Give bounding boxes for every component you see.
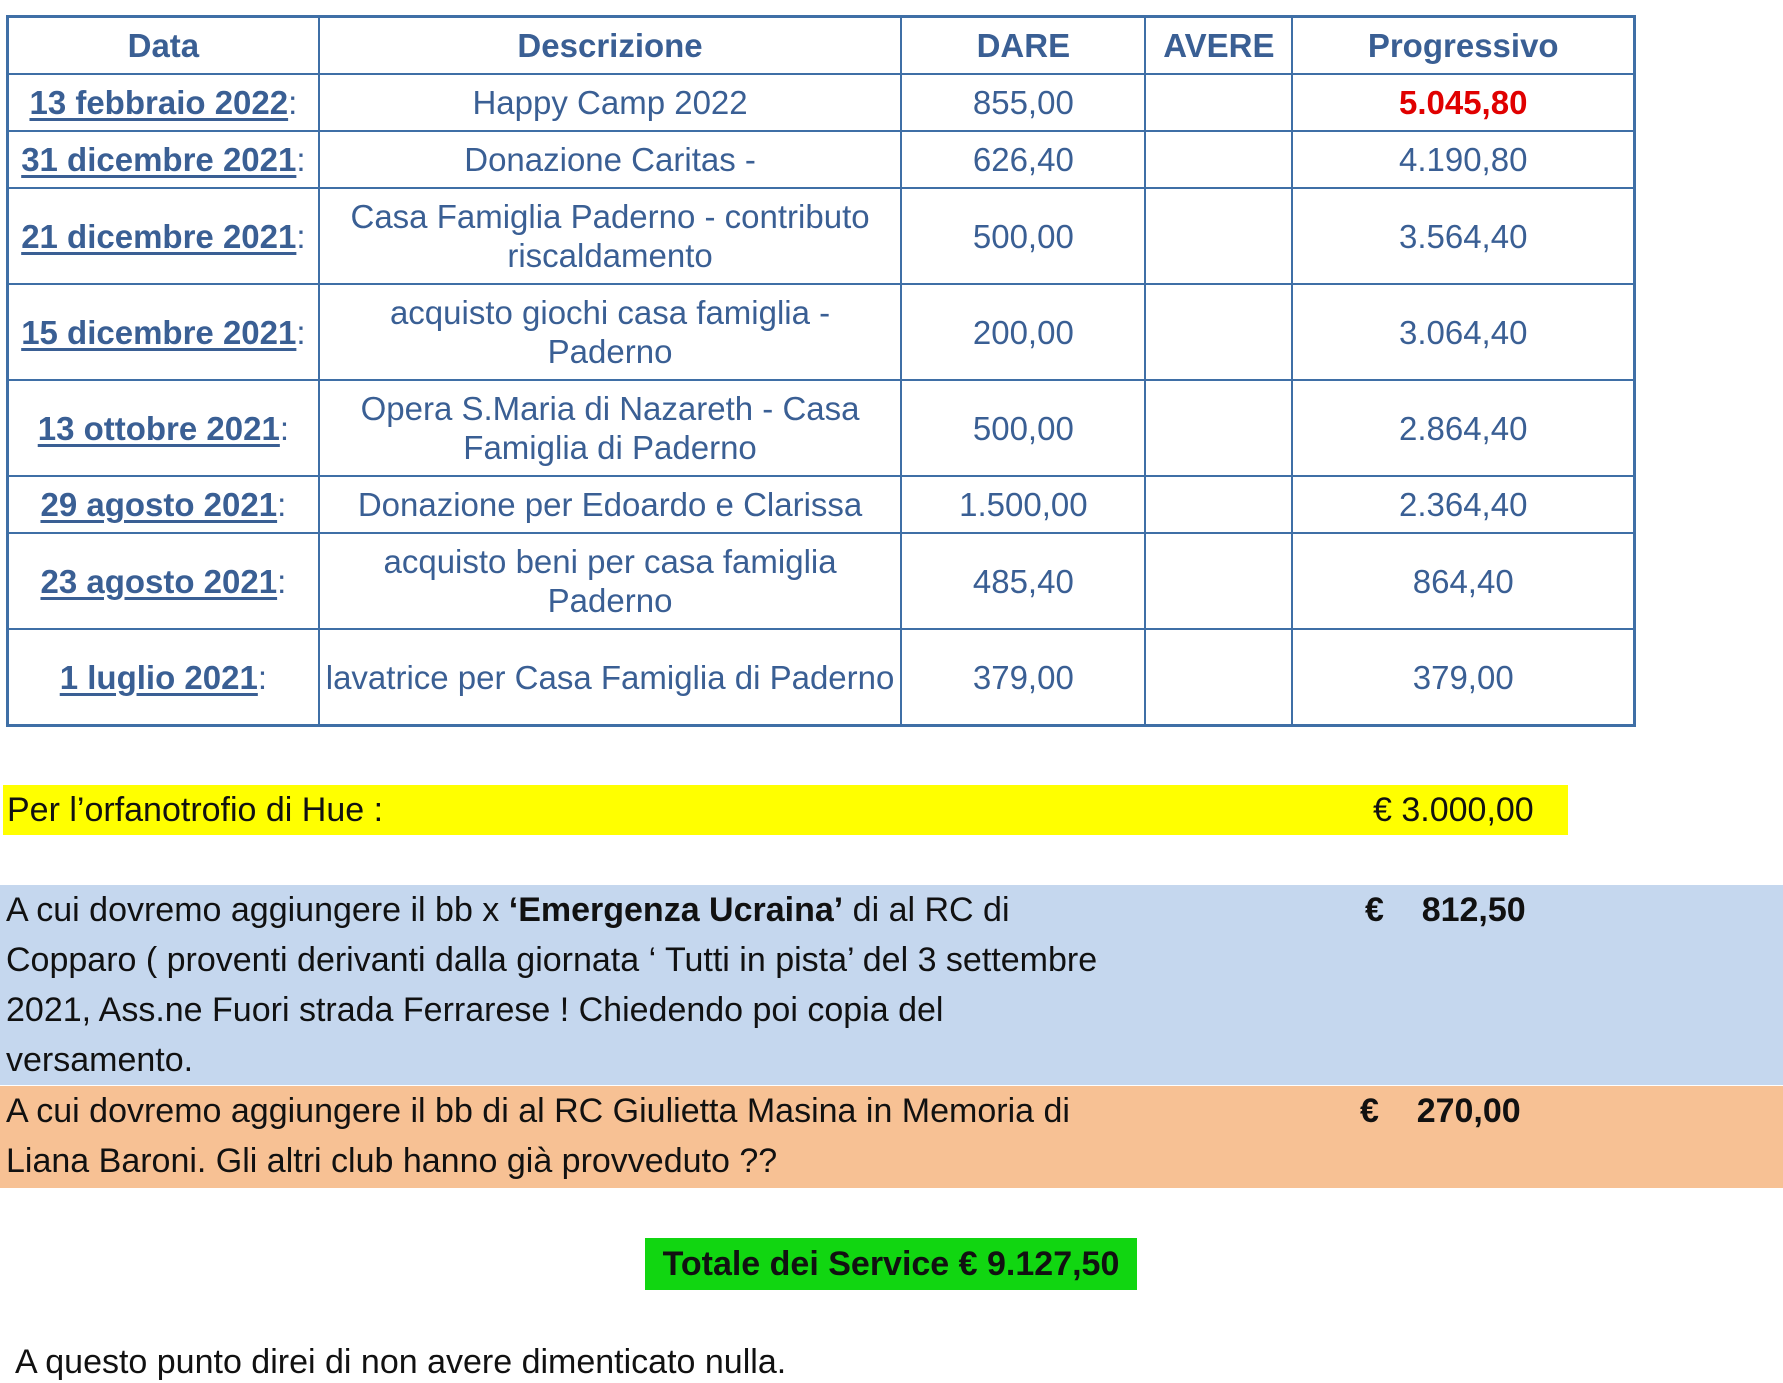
header-data: Data <box>8 17 319 75</box>
progressivo-cell: 864,40 <box>1292 533 1634 629</box>
date-colon: : <box>296 141 306 178</box>
progressivo-cell: 379,00 <box>1292 629 1634 726</box>
date-link[interactable]: 13 ottobre 2021 <box>37 409 280 447</box>
header-dare: DARE <box>901 17 1145 75</box>
date-link[interactable]: 23 agosto 2021 <box>40 562 278 600</box>
date-cell <box>8 284 319 380</box>
progressivo-cell: 2.364,40 <box>1292 476 1634 533</box>
progressivo-cell: 3.564,40 <box>1292 188 1634 284</box>
description-cell: Opera S.Maria di Nazareth - Casa Famiglia di Paderno <box>319 380 902 476</box>
dare-cell: 500,00 <box>901 188 1145 284</box>
date-cell <box>8 629 319 726</box>
ucraina-amount: € 812,50 <box>1365 891 1526 929</box>
progressivo-cell: 4.190,80 <box>1292 131 1634 188</box>
date-link[interactable]: 15 dicembre 2021 <box>21 313 297 351</box>
progressivo-cell <box>1292 74 1634 131</box>
table-row <box>8 629 1635 726</box>
date-link[interactable]: 31 dicembre 2021 <box>21 141 297 178</box>
ucraina-text-bold: ‘Emergenza Ucraina’ <box>508 891 844 929</box>
table-row <box>8 533 1635 629</box>
avere-cell <box>1145 284 1292 380</box>
description-cell: Donazione per Edoardo e Clarissa <box>319 476 902 533</box>
ledger-table <box>6 15 1636 727</box>
date-link[interactable]: 13 febbraio 2022 <box>29 84 289 121</box>
date-colon: : <box>279 409 290 447</box>
baroni-amount: € 270,00 <box>1360 1092 1521 1130</box>
avere-cell <box>1145 188 1292 284</box>
hue-orphanage-row <box>3 785 1568 835</box>
description-cell: acquisto giochi casa famiglia - Paderno <box>319 284 902 380</box>
table-row <box>8 131 1635 188</box>
ucraina-text-after: di al RC di Copparo ( proventi derivanti dalla giornata ‘ Tutti in pista’ del 3 settembre 2021, Ass.ne Fuori strada Ferrarese ! Chiedendo poi copia del versamento. <box>6 891 1098 1079</box>
header-avere: AVERE <box>1145 17 1292 75</box>
dare-cell: 485,40 <box>901 533 1145 629</box>
progressivo-highlight: 5.045,80 <box>1398 84 1528 121</box>
dare-cell: 855,00 <box>901 74 1145 131</box>
description-cell: lavatrice per Casa Famiglia di Paderno <box>319 629 902 726</box>
table-row <box>8 284 1635 380</box>
closing-note: A questo punto direi di non avere dimenticato nulla. <box>15 1343 787 1381</box>
avere-cell <box>1145 476 1292 533</box>
table-row <box>8 380 1635 476</box>
progressivo-cell: 3.064,40 <box>1292 284 1634 380</box>
date-link[interactable]: 1 luglio 2021 <box>59 658 258 696</box>
dare-cell: 626,40 <box>901 131 1145 188</box>
date-colon: : <box>277 562 287 600</box>
description-cell: acquisto beni per casa famiglia Paderno <box>319 533 902 629</box>
ucraina-note <box>0 885 1783 1085</box>
dare-cell: 1.500,00 <box>901 476 1145 533</box>
table-row <box>8 476 1635 533</box>
avere-cell <box>1145 380 1292 476</box>
header-descrizione: Descrizione <box>319 17 902 75</box>
date-cell <box>8 533 319 629</box>
baroni-text: A cui dovremo aggiungere il bb di al RC Giulietta Masina in Memoria di Liana Baroni. Gli altri club hanno già provveduto ?? <box>6 1092 1070 1180</box>
dare-cell: 379,00 <box>901 629 1145 726</box>
hue-label: Per l’orfanotrofio di Hue : <box>7 791 384 829</box>
hue-amount: € 3.000,00 <box>1373 791 1534 829</box>
date-link[interactable]: 29 agosto 2021 <box>40 486 278 523</box>
description-cell: Casa Famiglia Paderno - contributo riscaldamento <box>319 188 902 284</box>
avere-cell <box>1145 533 1292 629</box>
baroni-note <box>0 1086 1783 1188</box>
date-colon: : <box>296 313 306 351</box>
progressivo-cell: 2.864,40 <box>1292 380 1634 476</box>
date-cell <box>8 74 319 131</box>
date-cell <box>8 380 319 476</box>
ucraina-text <box>6 885 1106 1085</box>
table-row <box>8 74 1635 131</box>
date-link[interactable]: 21 dicembre 2021 <box>21 217 297 255</box>
header-progressivo: Progressivo <box>1292 17 1634 75</box>
date-cell <box>8 131 319 188</box>
ucraina-text-before: A cui dovremo aggiungere il bb x <box>6 891 509 929</box>
avere-cell <box>1145 131 1292 188</box>
table-header-row <box>8 17 1635 75</box>
avere-cell <box>1145 74 1292 131</box>
totale-service: Totale dei Service € 9.127,50 <box>645 1238 1137 1290</box>
date-colon: : <box>277 486 287 523</box>
date-colon: : <box>257 658 267 696</box>
description-cell: Donazione Caritas - <box>319 131 902 188</box>
table-row <box>8 188 1635 284</box>
avere-cell <box>1145 629 1292 726</box>
date-cell <box>8 476 319 533</box>
description-cell: Happy Camp 2022 <box>319 74 902 131</box>
dare-cell: 200,00 <box>901 284 1145 380</box>
dare-cell: 500,00 <box>901 380 1145 476</box>
date-colon: : <box>288 84 298 121</box>
date-cell <box>8 188 319 284</box>
date-colon: : <box>296 217 306 255</box>
